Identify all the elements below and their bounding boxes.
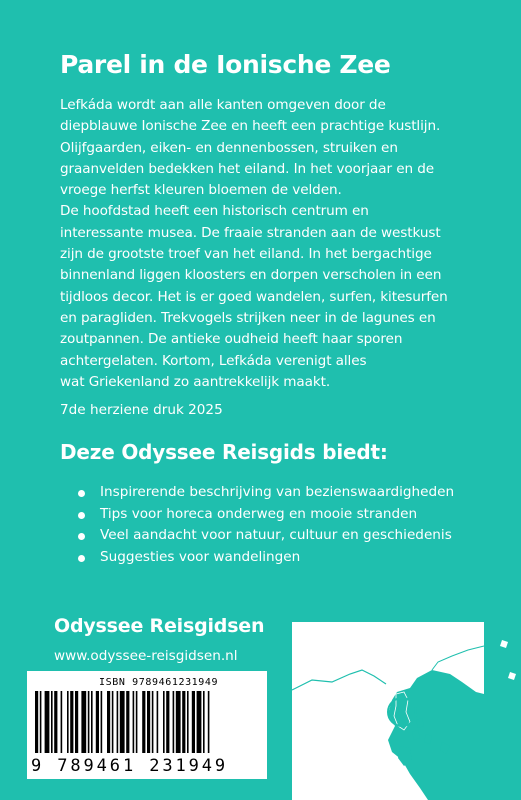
list-item-label: Veel aandacht voor natuur, cultuur en geschiedenis <box>100 527 452 544</box>
map-label: Lefkáda <box>297 694 365 712</box>
description-line: vroege herfst kleuren bloemen de velden. <box>60 182 342 199</box>
description-line: zijn de grootste troef van het eiland. In het bergachtige <box>60 246 432 263</box>
publisher-website: www.odyssee-reisgidsen.nl <box>54 648 238 664</box>
description-line: diepblauwe Ionische Zee en heeft een prachtige kustlijn. <box>60 118 441 135</box>
description-line: achtergelaten. Kortom, Lefkáda verenigt alles <box>60 352 367 369</box>
description-line: binnenland liggen kloosters en dorpen verscholen in een <box>60 267 442 284</box>
list-item-label: Inspirerende beschrijving van bezienswaardigheden <box>100 484 455 500</box>
description-line: wat Griekenland zo aantrekkelijk maakt. <box>60 373 331 390</box>
island-shape <box>412 730 420 740</box>
description-line: zoutpannen. De antieke oudheid heeft haar sporen <box>60 331 403 348</box>
isbn-label: ISBN 9789461231949 <box>99 677 219 688</box>
list-item <box>78 525 454 547</box>
island-shape <box>416 718 424 728</box>
list-item <box>78 547 454 569</box>
island-shape <box>424 734 432 744</box>
description <box>60 95 500 393</box>
description-line: Olijfgaarden, eiken- en dennenbossen, struiken en <box>60 139 398 156</box>
description-line: graanvelden bedekken het eiland. In het voorjaar en de <box>60 160 434 177</box>
description-line: Lefkáda wordt aan alle kanten omgeven door de <box>60 97 386 113</box>
publisher-name: Odyssee Reisgidsen <box>54 615 265 637</box>
description-line: interessante musea. De fraaie stranden aan de westkust <box>60 224 441 241</box>
barcode <box>27 671 267 779</box>
barcode-digits: 9 789461 231949 <box>31 756 229 776</box>
list-item <box>78 482 454 504</box>
description-line: tijdloos decor. Het is er goed wandelen, surfen, kitesurfen <box>60 288 448 305</box>
coastline-detail <box>500 640 516 680</box>
edition-note: 7de herziene druk 2025 <box>60 402 223 418</box>
bullet-icon <box>78 555 85 562</box>
list-item-label: Tips voor horeca onderweg en mooie stranden <box>100 505 418 522</box>
list-item <box>78 504 454 526</box>
bullet-icon <box>78 490 85 497</box>
bullet-icon <box>78 512 85 519</box>
list-item-label: Suggesties voor wandelingen <box>100 549 301 566</box>
page-title: Parel in de Ionische Zee <box>60 50 391 79</box>
bullet-icon <box>78 533 85 540</box>
description-line: De hoofdstad heeft een historisch centrum en <box>60 203 369 220</box>
features-heading: Deze Odyssee Reisgids biedt: <box>60 440 388 464</box>
features-list <box>78 482 454 569</box>
description-line: en paragliden. Trekvogels strijken neer in de lagunes en <box>60 309 436 326</box>
island-shape <box>440 742 450 754</box>
